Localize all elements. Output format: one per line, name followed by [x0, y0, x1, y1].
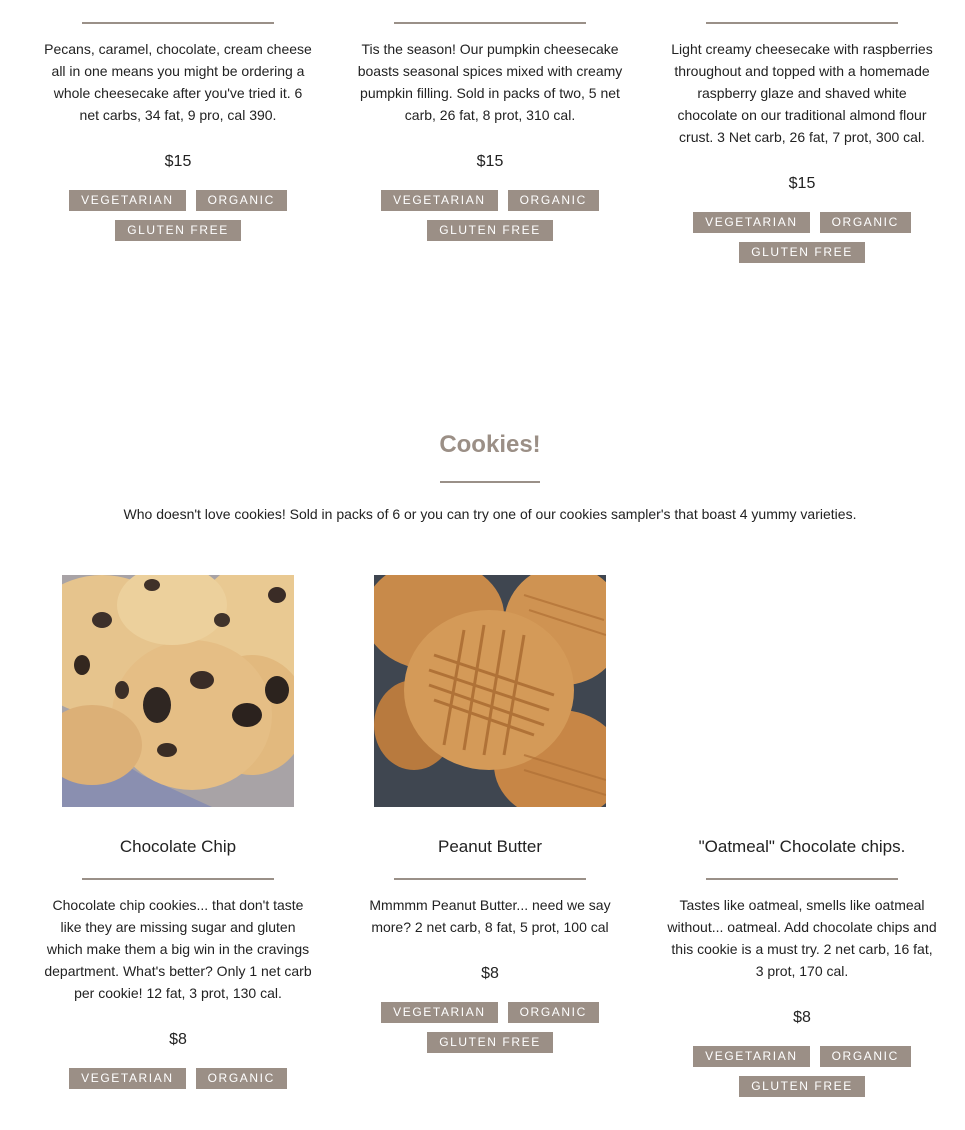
product-tags — [677, 212, 927, 263]
product-tags — [365, 190, 615, 241]
title-divider — [82, 878, 274, 880]
title-divider — [82, 22, 274, 24]
tag-vegetarian: VEGETARIAN — [693, 212, 809, 233]
tag-vegetarian: VEGETARIAN — [381, 1002, 497, 1023]
product-description: Mmmmm Peanut Butter... need we say more? 2 net carb, 8 fat, 5 prot, 100 cal — [369, 897, 611, 935]
title-divider — [706, 878, 898, 880]
tag-vegetarian: VEGETARIAN — [69, 190, 185, 211]
tag-organic: ORGANIC — [508, 1002, 599, 1023]
tag-vegetarian: VEGETARIAN — [381, 190, 497, 211]
chocolate-chip-cookie-photo[interactable] — [62, 575, 294, 807]
tag-organic: ORGANIC — [820, 1046, 911, 1067]
cookie-card-peanut-butter — [355, 836, 625, 1053]
product-description: Tis the season! Our pumpkin cheesecake boasts seasonal spices mixed with creamy pumpkin filling. Sold in packs of two, 5 net carb, 26 fat, 8 prot, 310 cal. — [357, 41, 623, 123]
tag-vegetarian: VEGETARIAN — [693, 1046, 809, 1067]
tag-organic: ORGANIC — [820, 212, 911, 233]
title-divider — [394, 22, 586, 24]
product-description: Light creamy cheesecake with raspberries throughout and topped with a homemade raspberry glaze and shaved white chocolate on our traditional almond flour crust. 3 Net carb, 26 fat, 7 prot, 300 cal. — [671, 41, 933, 145]
section-description: Who doesn't love cookies! Sold in packs of 6 or you can try one of our cookies sampler's that boast 4 yummy varieties. — [123, 506, 857, 522]
tag-organic: ORGANIC — [196, 190, 287, 211]
tag-gluten-free: GLUTEN FREE — [739, 1076, 865, 1097]
cheesecake-card-1 — [43, 0, 313, 241]
tag-gluten-free: GLUTEN FREE — [427, 220, 553, 241]
product-tags — [365, 1002, 615, 1053]
tag-organic: ORGANIC — [508, 190, 599, 211]
product-price: $15 — [788, 175, 816, 192]
product-price: $15 — [164, 153, 192, 170]
product-description: Chocolate chip cookies... that don't taste like they are missing sugar and gluten which make them a big win in the cravings department. What's better? Only 1 net carb per cookie! 12 fat, 3 prot, 130 cal. — [44, 897, 312, 1001]
product-title[interactable]: Peanut Butter — [438, 837, 542, 856]
product-price: $15 — [476, 153, 504, 170]
product-tags — [53, 1068, 303, 1089]
title-divider — [394, 878, 586, 880]
product-price: $8 — [169, 1031, 187, 1048]
cheesecake-card-2 — [355, 0, 625, 241]
tag-vegetarian: VEGETARIAN — [69, 1068, 185, 1089]
cheesecake-card-3 — [667, 0, 937, 263]
section-divider — [440, 481, 540, 483]
tag-gluten-free: GLUTEN FREE — [427, 1032, 553, 1053]
cookie-card-chocolate-chip — [43, 836, 313, 1089]
tag-gluten-free: GLUTEN FREE — [739, 242, 865, 263]
product-description: Tastes like oatmeal, smells like oatmeal without... oatmeal. Add chocolate chips and this cookie is a must try. 2 net carb, 16 fat, 3 prot, 170 cal. — [667, 897, 937, 979]
tag-gluten-free: GLUTEN FREE — [115, 220, 241, 241]
cookie-card-oatmeal-chocolate-chips — [667, 836, 937, 1097]
tag-organic: ORGANIC — [196, 1068, 287, 1089]
title-divider — [706, 22, 898, 24]
product-description: Pecans, caramel, chocolate, cream cheese all in one means you might be ordering a whole cheesecake after you've tried it. 6 net carbs, 34 fat, 9 pro, cal 390. — [44, 41, 312, 123]
product-title[interactable]: "Oatmeal" Chocolate chips. — [698, 837, 906, 856]
product-price: $8 — [793, 1009, 811, 1026]
section-title: Cookies! — [439, 431, 541, 458]
product-price: $8 — [481, 965, 499, 982]
product-tags — [677, 1046, 927, 1097]
product-title[interactable]: Chocolate Chip — [119, 837, 237, 856]
product-tags — [53, 190, 303, 241]
peanut-butter-cookie-photo[interactable] — [374, 575, 606, 807]
